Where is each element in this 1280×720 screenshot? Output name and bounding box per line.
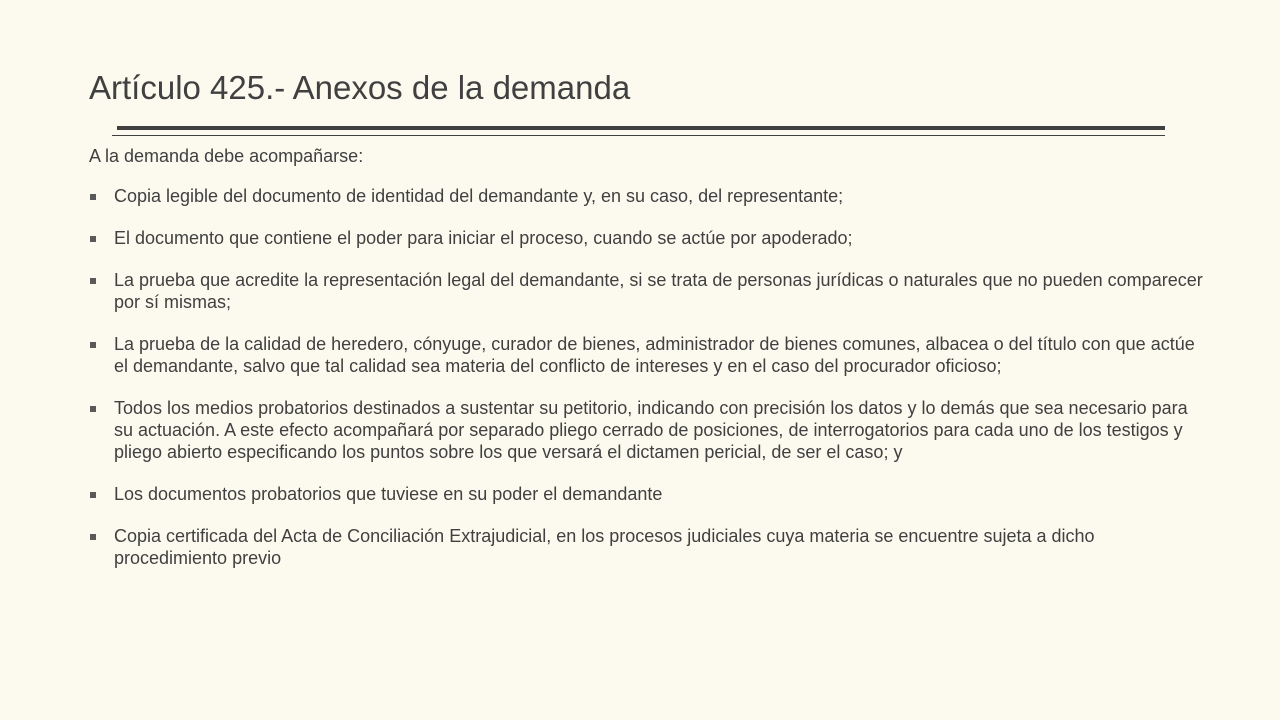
list-item-text: El documento que contiene el poder para iniciar el proceso, cuando se actúe por apoderado; bbox=[114, 228, 853, 248]
square-bullet-icon bbox=[90, 278, 96, 284]
slide-title: Artículo 425.- Anexos de la demanda bbox=[89, 69, 631, 106]
intro-text: A la demanda debe acompañarse: bbox=[89, 146, 364, 166]
annex-list bbox=[89, 185, 1209, 569]
list-item bbox=[89, 269, 1209, 313]
title-divider-thin bbox=[112, 135, 1165, 136]
list-item-text: Los documentos probatorios que tuviese en su poder el demandante bbox=[114, 484, 663, 504]
slide-content bbox=[89, 145, 1209, 589]
list-item-text: La prueba que acredite la representación legal del demandante, si se trata de personas jurídicas o naturales que no pueden comparecer por sí mismas; bbox=[114, 270, 1203, 312]
list-item-text: La prueba de la calidad de heredero, cónyuge, curador de bienes, administrador de bienes comunes, albacea o del título con que actúe el demandante, salvo que tal calidad sea materia del conflicto de intereses y en el caso del procurador oficioso; bbox=[114, 334, 1195, 376]
square-bullet-icon bbox=[90, 492, 96, 498]
list-item bbox=[89, 525, 1209, 569]
list-item bbox=[89, 227, 1209, 249]
square-bullet-icon bbox=[90, 406, 96, 412]
title-divider-thick bbox=[117, 126, 1165, 130]
list-item bbox=[89, 333, 1209, 377]
list-item-text: Copia certificada del Acta de Conciliación Extrajudicial, en los procesos judiciales cuya materia se encuentre sujeta a dicho procedimiento previo bbox=[114, 526, 1095, 568]
square-bullet-icon bbox=[90, 534, 96, 540]
list-item-text: Copia legible del documento de identidad del demandante y, en su caso, del representante; bbox=[114, 186, 844, 206]
square-bullet-icon bbox=[90, 342, 96, 348]
list-item-text: Todos los medios probatorios destinados a sustentar su petitorio, indicando con precisión los datos y lo demás que sea necesario para su actuación. A este efecto acompañará por separado pliego cerrado de posiciones, de interrogatorios para cada uno de los testigos y pliego abierto especificando los puntos sobre los que versará el dictamen pericial, de ser el caso; y bbox=[114, 398, 1188, 462]
list-item bbox=[89, 397, 1209, 463]
list-item bbox=[89, 483, 1209, 505]
square-bullet-icon bbox=[90, 194, 96, 200]
list-item bbox=[89, 185, 1209, 207]
square-bullet-icon bbox=[90, 236, 96, 242]
